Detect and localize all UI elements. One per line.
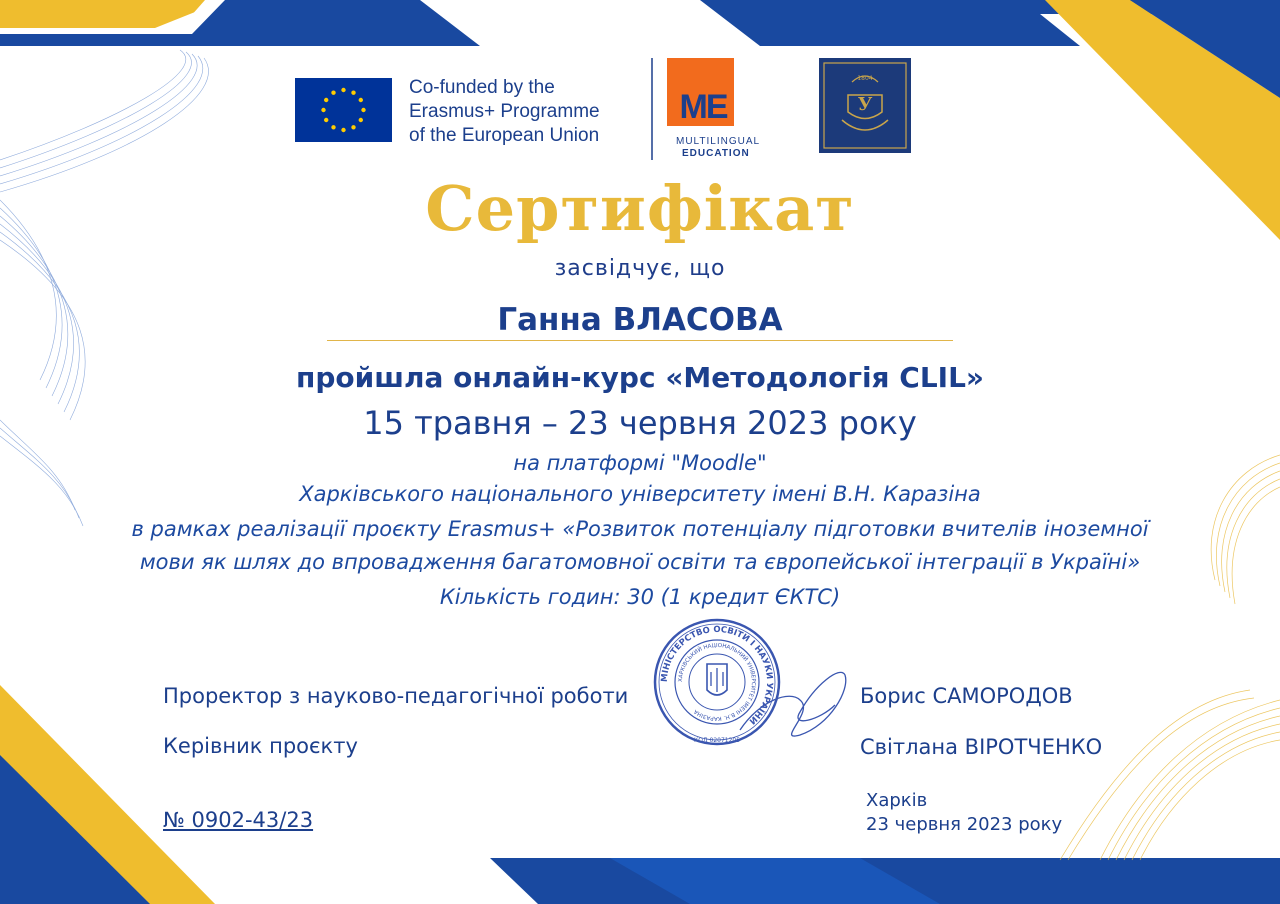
stamp-outer-text: МІНІСТЕРСТВО ОСВІТИ І НАУКИ УКРАЇНИ (659, 624, 775, 726)
signer-name-2: Світлана ВІРОТЧЕНКО (860, 735, 1103, 759)
project-line-2: мови як шлях до впровадження багатомовної освіти та європейської інтеграції в Україні» (139, 550, 1141, 574)
signer-name-1: Борис САМОРОДОВ (860, 684, 1073, 708)
me-subtitle-multilingual: MULTILINGUAL (676, 136, 761, 147)
platform-text: на платформі "Moodle" (513, 451, 767, 475)
issue-date: 23 червня 2023 року (866, 814, 1063, 835)
course-name: пройшла онлайн-курс «Методологія CLIL» (295, 361, 985, 394)
role-vice-rector: Проректор з науково-педагогічної роботи (163, 684, 629, 708)
certifies-text: засвідчує, що (554, 256, 726, 281)
certificate-number: № 0902-43/23 (163, 808, 314, 832)
eu-text-line-2: Erasmus+ Programme (409, 101, 600, 122)
eu-text-line-3: of the European Union (409, 125, 600, 146)
university-logo-year: 1804 (857, 75, 873, 82)
project-line-1: в рамках реалізації проєкту Erasmus+ «Розвиток потенціалу підготовки вчителів іноземної (131, 517, 1149, 541)
me-logo-text: ME (679, 88, 727, 126)
hours-text: Кількість годин: 30 (1 кредит ЄКТС) (439, 585, 841, 609)
university-text: Харківського національного університету імені В.Н. Каразіна (299, 482, 981, 506)
role-project-lead: Керівник проєкту (163, 734, 358, 758)
recipient-name: Ганна ВЛАСОВА (497, 302, 783, 338)
stamp-inner-text: ХАРКІВСЬКИЙ НАЦІОНАЛЬНИЙ УНІВЕРСИТЕТ ІМЕНІ В.Н. КАРАЗІНА (677, 642, 757, 722)
me-subtitle-education: EDUCATION (682, 148, 750, 159)
stamp-code: КОД 02071205 (693, 737, 741, 744)
issue-city: Харків (866, 790, 928, 811)
university-logo-letter: У (857, 94, 873, 115)
eu-text-line-1: Co-funded by the (409, 77, 555, 98)
certificate-title: Сертифікат (425, 172, 855, 245)
name-underline (327, 340, 953, 341)
course-dates: 15 травня – 23 червня 2023 року (363, 404, 917, 442)
